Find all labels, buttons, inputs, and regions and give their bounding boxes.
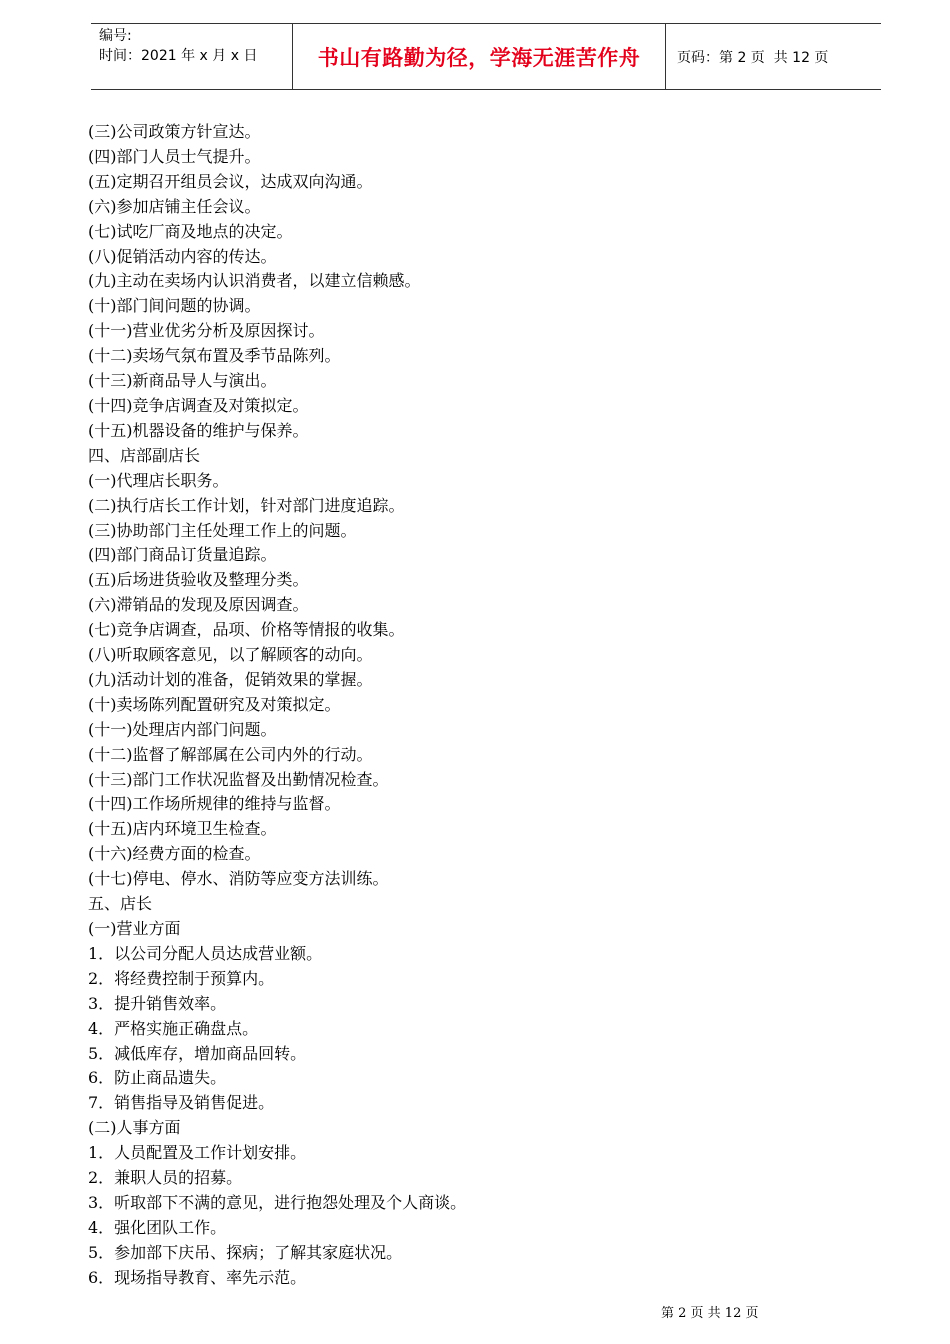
text-line: (八)促销活动内容的传达。 [88, 246, 277, 266]
text-line: (十四)工作场所规律的维持与监督。 [88, 794, 341, 814]
text-line: 四、店部副店长 [88, 445, 201, 465]
text-line: (四)部门商品订货量追踪。 [88, 545, 277, 565]
text-line: (十五)店内环境卫生检查。 [88, 819, 277, 839]
text-line: (十五)机器设备的维护与保养。 [88, 420, 309, 440]
text-line: (十)卖场陈列配置研究及对策拟定。 [88, 694, 341, 714]
text-line: (一)代理店长职务。 [88, 470, 229, 490]
text-line: (十二)卖场气氛布置及季节品陈列。 [88, 346, 341, 366]
text-line: (十三)新商品导人与演出。 [88, 371, 277, 391]
page-header [91, 23, 881, 90]
text-line: (十三)部门工作状况监督及出勤情况检查。 [88, 769, 389, 789]
text-line: 6．防止商品遗失。 [88, 1068, 227, 1088]
text-line: 5．参加部下庆吊、探病；了解其家庭状况。 [88, 1242, 403, 1262]
text-line: (六)参加店铺主任会议。 [88, 196, 261, 216]
text-line: 3．提升销售效率。 [88, 993, 227, 1013]
text-line: 1．人员配置及工作计划安排。 [88, 1143, 307, 1163]
text-line: (二)执行店长工作计划，针对部门进度追踪。 [88, 495, 405, 515]
text-line: (五)后场进货验收及整理分类。 [88, 570, 309, 590]
text-line: (十七)停电、停水、消防等应变方法训练。 [88, 869, 389, 889]
text-line: 6．现场指导教育、率先示范。 [88, 1267, 307, 1287]
header-meta [99, 26, 289, 66]
text-line: 1．以公司分配人员达成营业额。 [88, 943, 323, 963]
text-line: (二)人事方面 [88, 1118, 181, 1138]
text-line: 4．强化团队工作。 [88, 1217, 227, 1237]
document-body [88, 120, 848, 1291]
text-line: (七)竞争店调查，品项、价格等情报的收集。 [88, 620, 405, 640]
text-line: (十四)竞争店调查及对策拟定。 [88, 395, 309, 415]
header-motto: 书山有路勤为径，学海无涯苦作舟 [317, 45, 641, 70]
header-divider [665, 24, 666, 89]
text-line: (五)定期召开组员会议，达成双向沟通。 [88, 171, 373, 191]
text-line: (八)听取顾客意见，以了解顾客的动向。 [88, 645, 373, 665]
header-page-info-text: 页码：第 2 页 共 12 页 [677, 50, 829, 66]
text-line: 7．销售指导及销售促进。 [88, 1093, 275, 1113]
text-line: (四)部门人员士气提升。 [88, 146, 261, 166]
text-line: (十一)营业优劣分析及原因探讨。 [88, 321, 325, 341]
text-line: (三)公司政策方针宣达。 [88, 122, 261, 141]
text-line: (十二)监督了解部属在公司内外的行动。 [88, 744, 373, 764]
text-line: (六)滞销品的发现及原因调查。 [88, 595, 309, 615]
text-line: 4．严格实施正确盘点。 [88, 1018, 259, 1038]
text-line: (九)主动在卖场内认识消费者，以建立信赖感。 [88, 271, 421, 291]
text-line: (一)营业方面 [88, 919, 181, 938]
text-line: 2．将经费控制于预算内。 [88, 968, 275, 988]
page-footer: 第 2 页 共 12 页 [661, 1306, 759, 1321]
text-line: 5．减低库存，增加商品回转。 [88, 1043, 307, 1063]
doc-number-label: 编号: [99, 28, 132, 44]
text-line: (十六)经费方面的检查。 [88, 844, 261, 864]
text-line: (十一)处理店内部门问题。 [88, 719, 277, 739]
text-line: (十)部门间问题的协调。 [88, 296, 261, 316]
text-line: 3．听取部下不满的意见，进行抱怨处理及个人商谈。 [88, 1192, 467, 1212]
header-page-info [677, 24, 828, 90]
text-line: (七)试吃厂商及地点的决定。 [88, 221, 293, 241]
text-line: (九)活动计划的准备，促销效果的掌握。 [88, 669, 373, 689]
text-line: 2．兼职人员的招募。 [88, 1168, 243, 1188]
text-line: 五、店长 [88, 894, 153, 914]
time-label: 时间：2021 年 x 月 x 日 [99, 48, 258, 64]
text-line: (三)协助部门主任处理工作上的问题。 [88, 520, 357, 540]
